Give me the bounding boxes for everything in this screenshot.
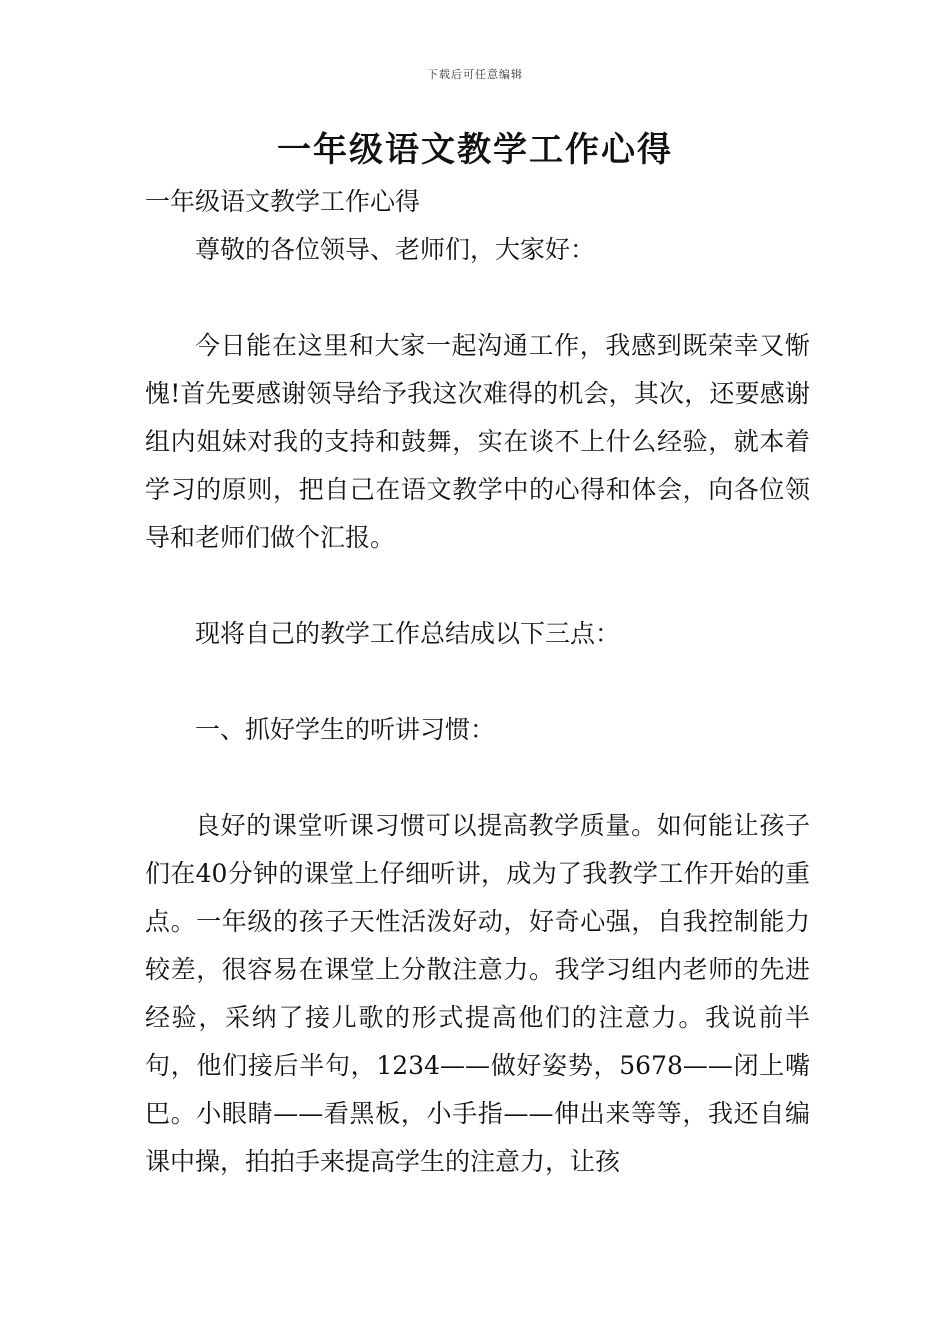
paragraph-greeting: 尊敬的各位领导、老师们，大家好： xyxy=(195,235,596,264)
paragraph-gap xyxy=(145,754,810,802)
header-note: 下载后可任意编辑 xyxy=(427,68,523,81)
paragraph-section-1: 良好的课堂听课习惯可以提高教学质量。如何能让孩子们在40分钟的课堂上仔细听讲，成为了我教学工作开始的重点。一年级的孩子天性活泼好动，好奇心强，自我控制能力较差，很容易在课堂上分散注意力。我学习组内老师的先进经验，采纳了接儿歌的形式提高他们的注意力。我说前半句，他们接后半句，1234——做好姿势，5678——闭上嘴巴。小眼睛——看黑板，小手指——伸出来等等，我还自编课中操，拍拍手来提高学生的注意力，让孩 xyxy=(145,811,810,1176)
section-heading-1: 一、抓好学生的听讲习惯： xyxy=(195,715,496,744)
paragraph-gap xyxy=(145,274,810,322)
document-title: 一年级语文教学工作心得 xyxy=(277,130,673,170)
paragraph-intro: 今日能在这里和大家一起沟通工作，我感到既荣幸又惭愧!首先要感谢领导给予我这次难得的机会，其次，还要感谢组内姐妹对我的支持和鼓舞，实在谈不上什么经验，就本着学习的原则，把自己在语文教学中的心得和体会，向各位领导和老师们做个汇报。 xyxy=(145,331,810,552)
document-body xyxy=(145,178,810,1186)
paragraph-summary-lead: 现将自己的教学工作总结成以下三点： xyxy=(195,619,621,648)
document-subtitle: 一年级语文教学工作心得 xyxy=(145,187,421,216)
paragraph-gap xyxy=(145,658,810,706)
paragraph-gap xyxy=(145,562,810,610)
